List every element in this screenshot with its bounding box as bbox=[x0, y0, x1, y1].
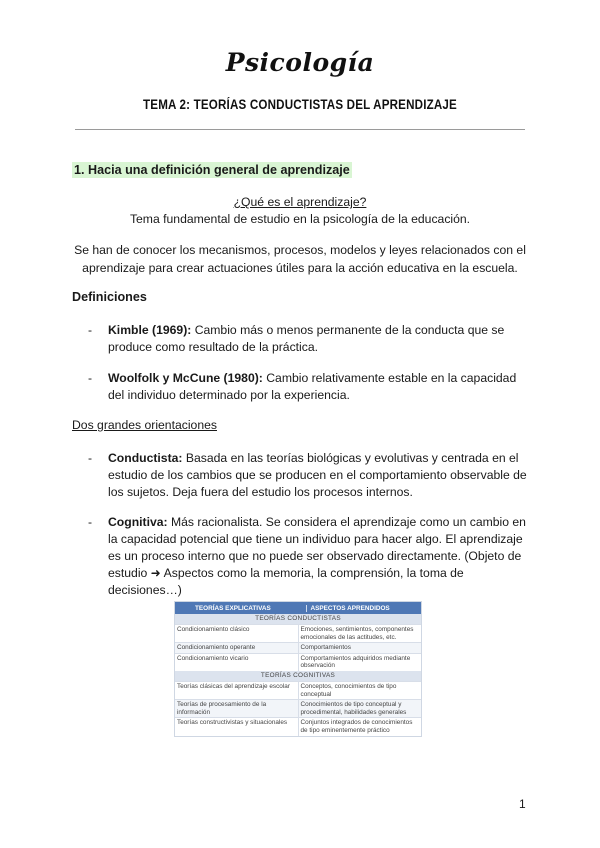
definitions-heading: Definiciones bbox=[72, 290, 147, 304]
list-dash: - bbox=[88, 323, 93, 337]
table-cell: Teorías de procesamiento de la información bbox=[175, 700, 299, 717]
table-cell: Teorías constructivistas y situacionales bbox=[175, 718, 299, 735]
orientation-text: Más racionalista. Se considera el aprendizaje como un cambio en la capacidad potencial que tiene un individuo para hacer algo. El aprendizaje es un proceso interno que no puede ser observado directamente. (Objeto de estudio ➜ Aspectos como la memoria, la comprensión, la toma de decisiones…) bbox=[108, 515, 526, 597]
table-header-cell: ASPECTOS APRENDIDOS bbox=[310, 604, 390, 612]
topic-subtitle: TEMA 2: TEORÍAS CONDUCTISTAS DEL APRENDIZAJE bbox=[143, 97, 457, 112]
intro-paragraph: Se han de conocer los mecanismos, procesos, modelos y leyes relacionados con el aprendizaje para crear actuaciones útiles para la acción educativa en la escuela. bbox=[74, 243, 526, 275]
orientation-text: Basada en las teorías biológicas y evolutivas y centrada en el estudio de los cambios que se producen en el comportamiento observable de los sujetos. Deja fuera del estudio los procesos internos. bbox=[108, 451, 527, 499]
definition-text: Cambio más o menos permanente de la conducta que se produce como resultado de la práctica. bbox=[108, 323, 505, 354]
table-cell: Conjuntos integrados de conocimientos de tipo eminentemente práctico bbox=[300, 719, 413, 734]
orientation-term: Cognitiva: bbox=[108, 515, 168, 529]
table-cell: Condicionamiento operante bbox=[175, 643, 299, 653]
table-cell: Comportamientos bbox=[300, 644, 351, 652]
orientation-term: Conductista: bbox=[108, 451, 183, 465]
table-cell: Teorías clásicas del aprendizaje escolar bbox=[175, 682, 299, 699]
list-dash: - bbox=[88, 515, 93, 529]
table-cell: Condicionamiento vicario bbox=[175, 654, 299, 671]
table-header bbox=[175, 602, 421, 614]
definition-item bbox=[88, 322, 528, 356]
page-title: Psicología bbox=[225, 48, 375, 77]
orientation-item bbox=[88, 450, 528, 501]
table-row bbox=[175, 717, 421, 735]
table-cell: Conceptos, conocimientos de tipo conceptual bbox=[300, 682, 397, 698]
answer-text: Tema fundamental de estudio en la psicología de la educación. bbox=[129, 212, 471, 226]
table-cell: Emociones, sentimientos, componentes emocionales de las actitudes, etc. bbox=[300, 626, 414, 641]
definition-text: Cambio relativamente estable en la capacidad del individuo determinado por la experiencia. bbox=[108, 371, 517, 402]
definition-term: Woolfolk y McCune (1980): bbox=[108, 371, 263, 385]
orientations-heading: Dos grandes orientaciones bbox=[72, 418, 217, 432]
table-cell: Condicionamiento clásico bbox=[175, 625, 299, 642]
theories-table bbox=[174, 601, 422, 737]
table-group-band: TEORÍAS COGNITIVAS bbox=[175, 671, 421, 681]
table-row bbox=[175, 681, 421, 699]
definition-term: Kimble (1969): bbox=[108, 323, 192, 337]
table-row bbox=[175, 624, 421, 642]
table-cell: Comportamientos adquiridos mediante observación bbox=[300, 654, 411, 670]
orientation-item bbox=[88, 514, 528, 599]
table-row bbox=[175, 653, 421, 671]
section-heading: 1. Hacia una definición general de aprendizaje bbox=[74, 163, 350, 177]
table-row bbox=[175, 699, 421, 717]
header-divider bbox=[75, 129, 525, 130]
list-dash: - bbox=[88, 371, 93, 385]
list-dash: - bbox=[88, 451, 93, 465]
table-row bbox=[175, 642, 421, 653]
table-header-cell: TEORÍAS EXPLICATIVAS bbox=[175, 605, 307, 612]
table-cell: Conocimientos de tipo conceptual y procedimental, habilidades generales bbox=[300, 701, 407, 716]
question-text: ¿Qué es el aprendizaje? bbox=[233, 195, 367, 209]
page-number: 1 bbox=[519, 797, 526, 811]
table-group-band: TEORÍAS CONDUCTISTAS bbox=[175, 614, 421, 624]
definition-item bbox=[88, 370, 528, 404]
